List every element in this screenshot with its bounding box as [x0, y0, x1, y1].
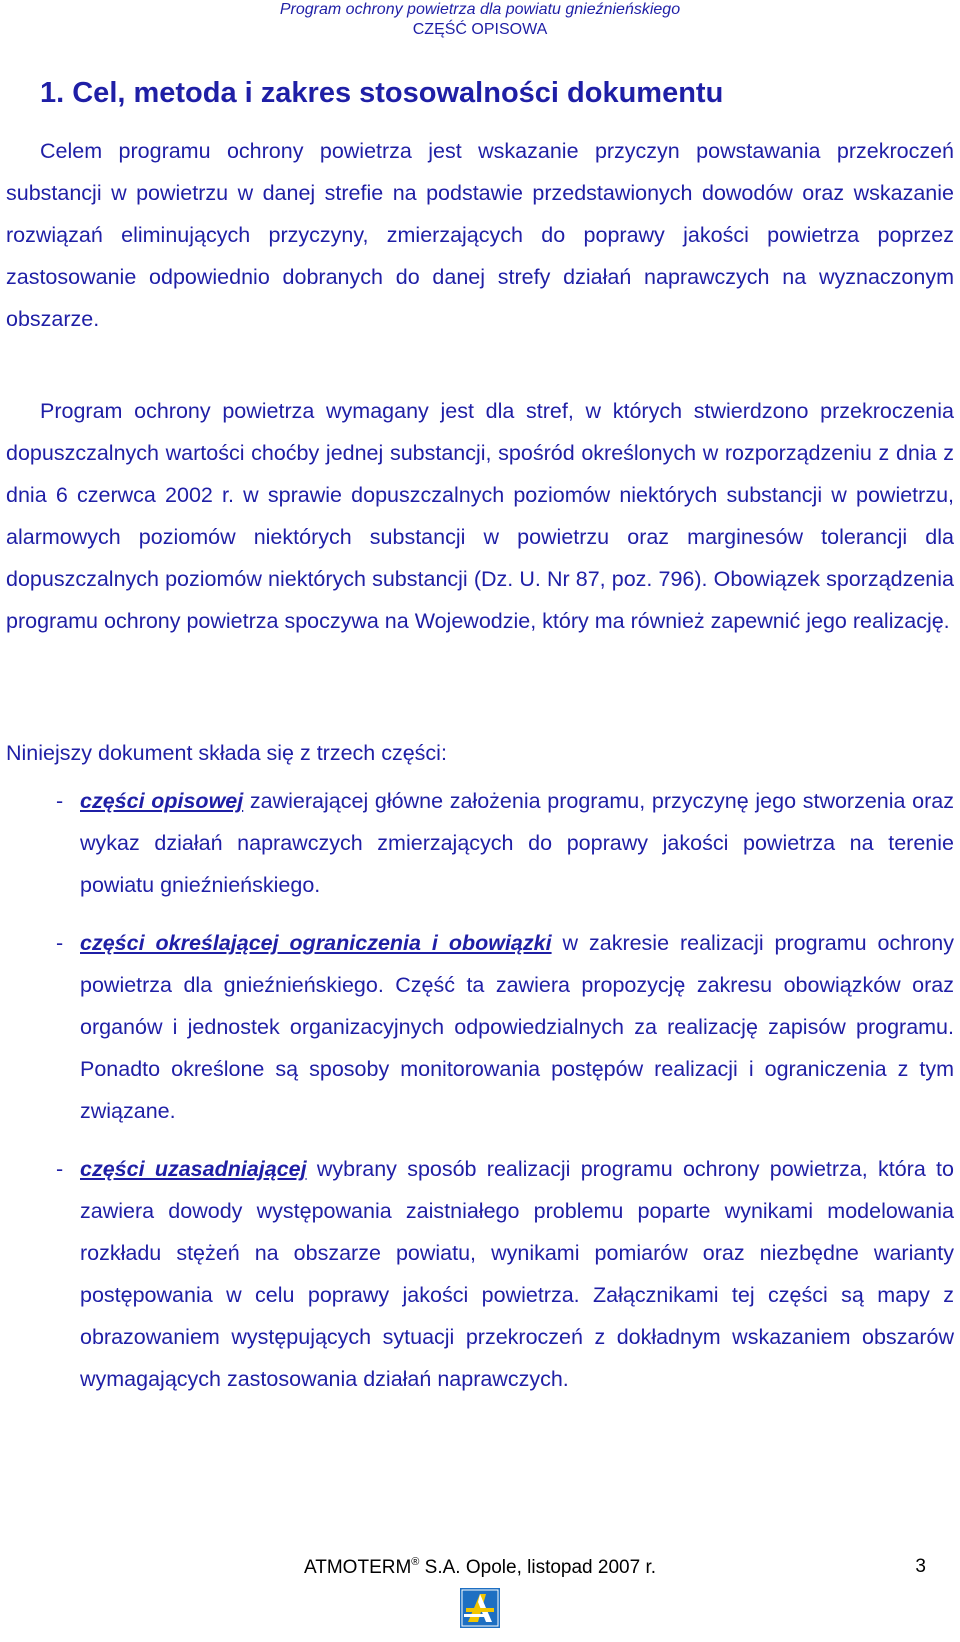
list-dash: - — [56, 789, 64, 813]
list-text-justification: wybrany sposób realizacji programu ochrony powietrza, która to zawiera dowody występowania zaistniałego problemu poparte wynikami modelowania rozkładu stężeń na obszarze powiatu, wynikami pomiarów oraz niezbędne warianty postępowania w celu poprawy jakości powietrza. Załącznikami tej części są mapy z obrazowaniem występujących sytuacji przekroczeń z dokładnym wskazaniem obszarów wymagających zastosowania działań naprawczych. — [80, 1157, 954, 1391]
footer-company: ATMOTERM — [303, 1557, 412, 1578]
list-text-obligations: w zakresie realizacji programu ochrony powietrza dla gnieźnieńskiego. Część ta zawiera propozycję zakresu obowiązków oraz organów i jednostek organizacyjnych odpowiedzialnych za realizację zapisów programu. Ponadto określone są sposoby monitorowania postępów realizacji i ograniczenia z tym związane. — [80, 931, 955, 1123]
footer-company-line — [0, 1556, 960, 1579]
list-term-descriptive: części opisowej — [80, 789, 244, 813]
document-parts-list — [6, 780, 954, 1400]
list-term-justification: części uzasadniającej — [80, 1157, 307, 1181]
list-item-obligations-part — [6, 922, 954, 1132]
list-dash: - — [56, 1157, 64, 1181]
running-header — [0, 0, 960, 40]
paragraph-purpose-text: Celem programu ochrony powietrza jest wskazanie przyczyn powstawania przekroczeń substancji w powietrzu w danej strefie na podstawie przedstawionych dowodów oraz wskazanie rozwiązań eliminujących przyczyny, zmierzających do poprawy jakości powietrza poprzez zastosowanie odpowiednio dobranych do danej strefy działań naprawczych na wyznaczonym obszarze. — [6, 139, 954, 331]
header-subtitle: CZĘŚĆ OPISOWA — [412, 21, 548, 38]
list-dash: - — [56, 931, 64, 955]
page-footer — [0, 1556, 960, 1580]
paragraph-requirement-text: Program ochrony powietrza wymagany jest dla stref, w których stwierdzono przekroczenia dopuszczalnych wartości choćby jednej substancji, spośród określonych w rozporządzeniu z dnia z dnia 6 czerwca 2002 r. w sprawie dopuszczalnych poziomów niektórych substancji w powietrzu, alarmowych poziomów niektórych substancji w powietrzu oraz marginesów tolerancji dla dopuszczalnych poziomów niektórych substancji (Dz. U. Nr 87, poz. 796). Obowiązek sporządzenia programu ochrony powietrza spoczywa na Wojewodzie, który ma również zapewnić jego realizację. — [6, 399, 954, 633]
footer-location-date: S.A. Opole, listopad 2007 r. — [419, 1557, 656, 1578]
paragraph-requirement — [6, 390, 954, 642]
list-item-descriptive-part — [6, 780, 954, 906]
section-heading: 1. Cel, metoda i zakres stosowalności dokumentu — [40, 77, 724, 109]
paragraph-purpose — [6, 130, 954, 340]
page-number: 3 — [915, 1556, 926, 1577]
list-item-justification-part — [6, 1148, 954, 1400]
atmoterm-logo-icon — [460, 1588, 500, 1628]
registered-mark: ® — [411, 1556, 420, 1568]
paragraph-structure: Niniejszy dokument składa się z trzech części: — [6, 741, 447, 765]
list-term-obligations: części określającej ograniczenia i obowiązki — [80, 931, 552, 955]
header-title: Program ochrony powietrza dla powiatu gnieźnieńskiego — [279, 1, 681, 18]
list-text-descriptive: zawierającej główne założenia programu, przyczynę jego stworzenia oraz wykaz działań naprawczych zmierzających do poprawy jakości powietrza na terenie powiatu gnieźnieńskiego. — [80, 789, 954, 897]
